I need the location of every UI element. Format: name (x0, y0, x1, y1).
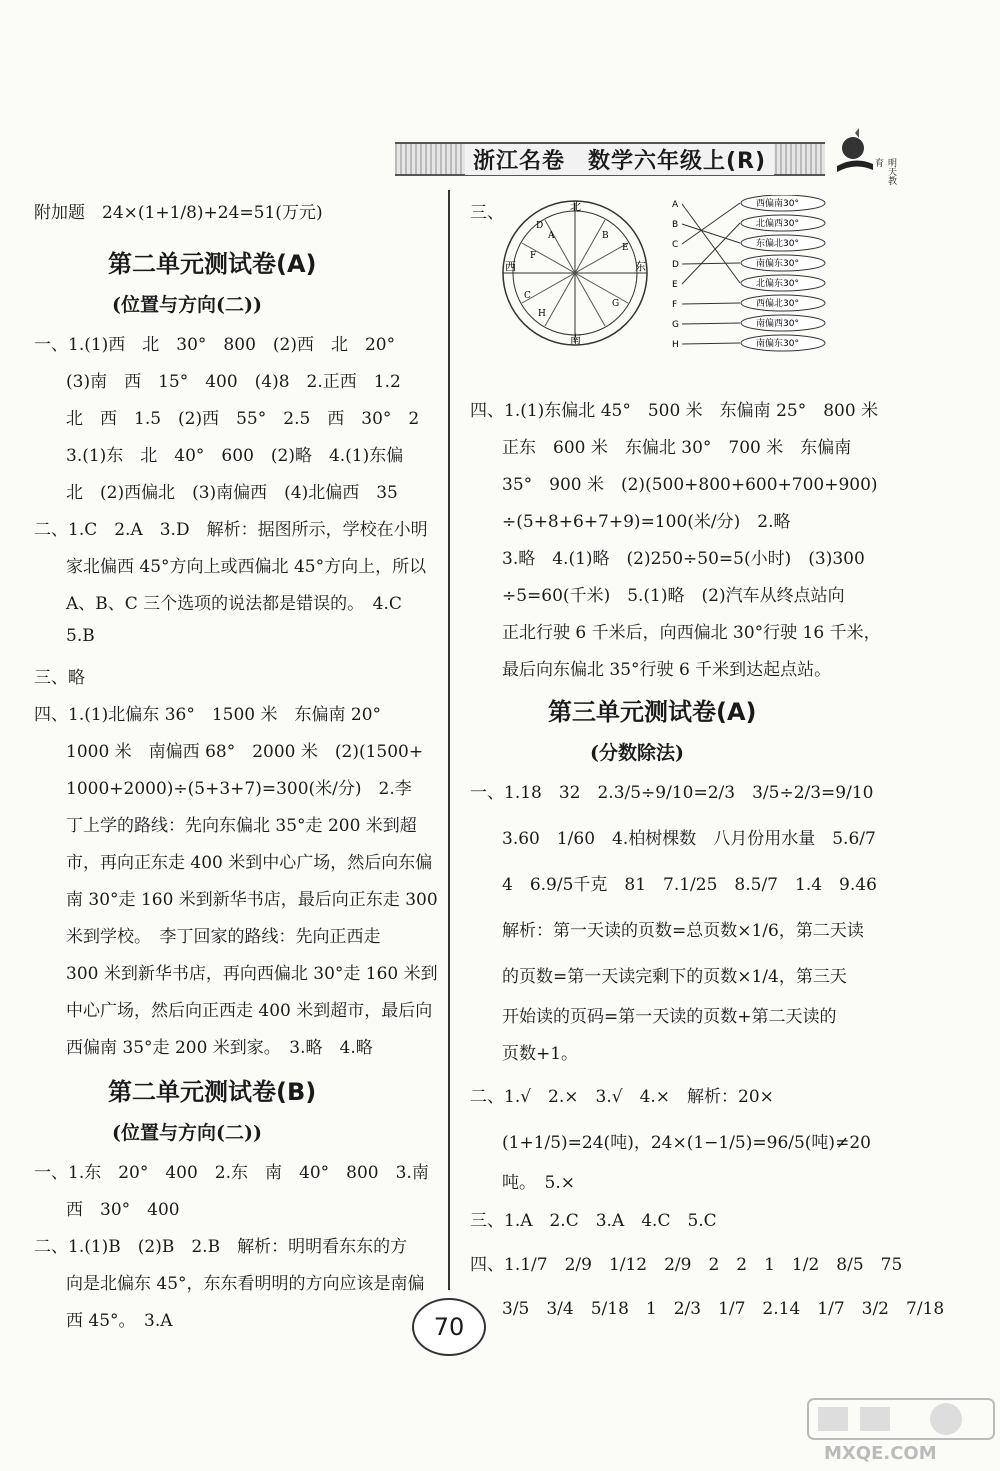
compass-east: 东 (635, 260, 646, 273)
answer-line: 的页数=第一天读完剩下的页数×1/4，第三天 (502, 967, 847, 987)
sun-logo-icon (835, 128, 875, 186)
answer-line: 解析：第一天读的页数=总页数×1/6，第二天读 (502, 921, 864, 941)
match-letter-a: A (672, 200, 679, 210)
answer-line: 西 30° 400 (66, 1200, 180, 1220)
answer-line: (3)南 西 15° 400 (4)8 2.正西 1.2 (66, 372, 401, 392)
compass-letter-a: A (548, 231, 555, 241)
answer-line: 正北行驶 6 千米后，向西偏北 30°行驶 16 千米， (502, 623, 881, 643)
answer-line: 35° 900 米 (2)(500+800+600+700+900) (502, 475, 878, 495)
answer-line: 北 (2)西偏北 (3)南偏西 (4)北偏西 35 (66, 483, 398, 503)
match-letter-g: G (672, 320, 679, 330)
answer-line: ÷5=60(千米) 5.(1)略 (2)汽车从终点站向 (502, 586, 845, 606)
match-letter-f: F (672, 300, 678, 310)
oval-label: 南偏东30° (756, 259, 799, 269)
answer-line: 5.B (66, 626, 95, 646)
answer-line: 二、1.√ 2.× 3.√ 4.× 解析：20× (470, 1087, 774, 1107)
answer-line: 4 6.9/5千克 81 7.1/25 8.5/7 1.4 9.46 (502, 875, 877, 895)
match-letter-c: C (672, 240, 679, 250)
answer-line: 中心广场，然后向正西走 400 米到超市，最后向 (66, 1001, 433, 1021)
watermark-text: MXQE.COM (824, 1443, 937, 1464)
answer-line: 开始读的页码=第一天读的页数+第二天读的 (502, 1007, 837, 1027)
answer-line: 一、1.18 32 2.3/5÷9/10=2/3 3/5÷2/3=9/10 (470, 783, 874, 803)
unit2-a-subtitle: (位置与方向(二)) (112, 294, 262, 316)
answer-line: 南 30°走 160 米到新华书店，最后向正东走 300 (66, 890, 438, 910)
answer-line: 吨。 5.× (502, 1173, 575, 1193)
header-title: 浙江名卷 数学六年级上(R) (465, 144, 774, 175)
answer-line: 300 米到新华书店，再向西偏北 30°走 160 米到 (66, 964, 438, 984)
answer-line: 三、1.A 2.C 3.A 4.C 5.C (470, 1211, 717, 1231)
header-banner (395, 128, 896, 186)
answer-line: 最后向东偏北 35°行驶 6 千米到达起点站。 (502, 660, 832, 680)
unit3-a-title: 第三单元测试卷(A) (548, 698, 757, 726)
compass-letter-d: D (536, 221, 544, 231)
answer-line: 向是北偏东 45°，东东看明明的方向应该是南偏 (66, 1274, 425, 1294)
answer-line: 西偏南 35°走 200 米到家。 3.略 4.略 (66, 1038, 373, 1058)
compass-letter-h: H (538, 309, 546, 319)
page-number: 70 (412, 1298, 486, 1356)
matching-diagram (668, 195, 838, 355)
compass-south: 南 (570, 333, 581, 346)
answer-line: 丁上学的路线：先向东偏北 35°走 200 米到超 (66, 816, 417, 836)
oval-label: 北偏东30° (756, 279, 799, 289)
bonus-question: 附加题 24×(1+1/8)+24=51(万元) (34, 203, 323, 223)
answer-line: 3/5 3/4 5/18 1 2/3 1/7 2.14 1/7 3/2 7/18 (502, 1299, 945, 1319)
compass-letter-e: E (622, 243, 629, 253)
answer-line: 一、1.(1)西 北 30° 800 (2)西 北 20° (34, 335, 396, 355)
column-divider (448, 190, 450, 1290)
answer-line: 3.60 1/60 4.柏树棵数 八月份用水量 5.6/7 (502, 829, 876, 849)
answer-line: (1+1/5)=24(吨)，24×(1−1/5)=96/5(吨)≠20 (502, 1133, 871, 1153)
compass-letter-f: F (530, 251, 537, 261)
compass-letter-c: C (524, 291, 531, 301)
compass-letter-b: B (602, 231, 609, 241)
unit3-a-subtitle: (分数除法) (590, 742, 684, 764)
unit2-b-title: 第二单元测试卷(B) (108, 1078, 317, 1106)
answer-line: 3.(1)东 北 40° 600 (2)略 4.(1)东偏 (66, 446, 404, 466)
answer-line: 一、1.东 20° 400 2.东 南 40° 800 3.南 (34, 1163, 429, 1183)
answer-line: 四、1.(1)北偏东 36° 1500 米 东偏南 20° (34, 705, 382, 725)
answer-line: 家北偏西 45°方向上或西偏北 45°方向上，所以 (66, 557, 427, 577)
oval-label: 北偏西30° (756, 219, 799, 229)
oval-label: 南偏西30° (756, 319, 799, 329)
oval-label: 西偏北30° (756, 299, 799, 309)
oval-label: 南偏东30° (756, 339, 799, 349)
compass-letter-g: G (612, 299, 620, 309)
compass-north: 北 (570, 200, 581, 213)
answer-line: 北 西 1.5 (2)西 55° 2.5 西 30° 2 (66, 409, 420, 429)
section-three-label: 三、 (470, 203, 504, 223)
compass-diagram (490, 198, 660, 348)
answer-line: 1000 米 南偏西 68° 2000 米 (2)(1500+ (66, 742, 424, 762)
answer-line: 市，再向正东走 400 米到中心广场，然后向东偏 (66, 853, 433, 873)
answer-line: 米到学校。 李丁回家的路线：先向正西走 (66, 927, 381, 947)
answer-line: 1000+2000)÷(5+3+7)=300(米/分) 2.李 (66, 779, 412, 799)
unit2-b-subtitle: (位置与方向(二)) (112, 1122, 262, 1144)
watermark (806, 1395, 996, 1467)
answer-line: 二、1.C 2.A 3.D 解析：据图所示，学校在小明 (34, 520, 428, 540)
oval-label: 西偏南30° (756, 199, 799, 209)
compass-west: 西 (505, 260, 516, 273)
answer-line: 三、略 (34, 668, 85, 688)
answer-line: 四、1.(1)东偏北 45° 500 米 东偏南 25° 800 米 (470, 401, 879, 421)
answer-line: 西 45°。 3.A (66, 1311, 173, 1331)
answer-line: A、B、C 三个选项的说法都是错误的。 4.C (66, 594, 402, 614)
match-letter-e: E (672, 280, 678, 290)
match-letter-b: B (672, 220, 679, 230)
answer-line: 正东 600 米 东偏北 30° 700 米 东偏南 (502, 438, 852, 458)
answer-line: 二、1.(1)B (2)B 2.B 解析：明明看东东的方 (34, 1237, 408, 1257)
answer-line: 页数+1。 (502, 1044, 579, 1064)
answer-line: ÷(5+8+6+7+9)=100(米/分) 2.略 (502, 512, 791, 532)
logo-text: 明天教育 (873, 158, 896, 185)
answer-line: 3.略 4.(1)略 (2)250÷50=5(小时) (3)300 (502, 549, 865, 569)
match-letter-d: D (672, 260, 679, 270)
match-letter-h: H (672, 340, 679, 350)
unit2-a-title: 第二单元测试卷(A) (108, 250, 317, 278)
answer-line: 四、1.1/7 2/9 1/12 2/9 2 2 1 1/2 8/5 75 (470, 1255, 903, 1275)
oval-label: 东偏北30° (756, 239, 799, 249)
